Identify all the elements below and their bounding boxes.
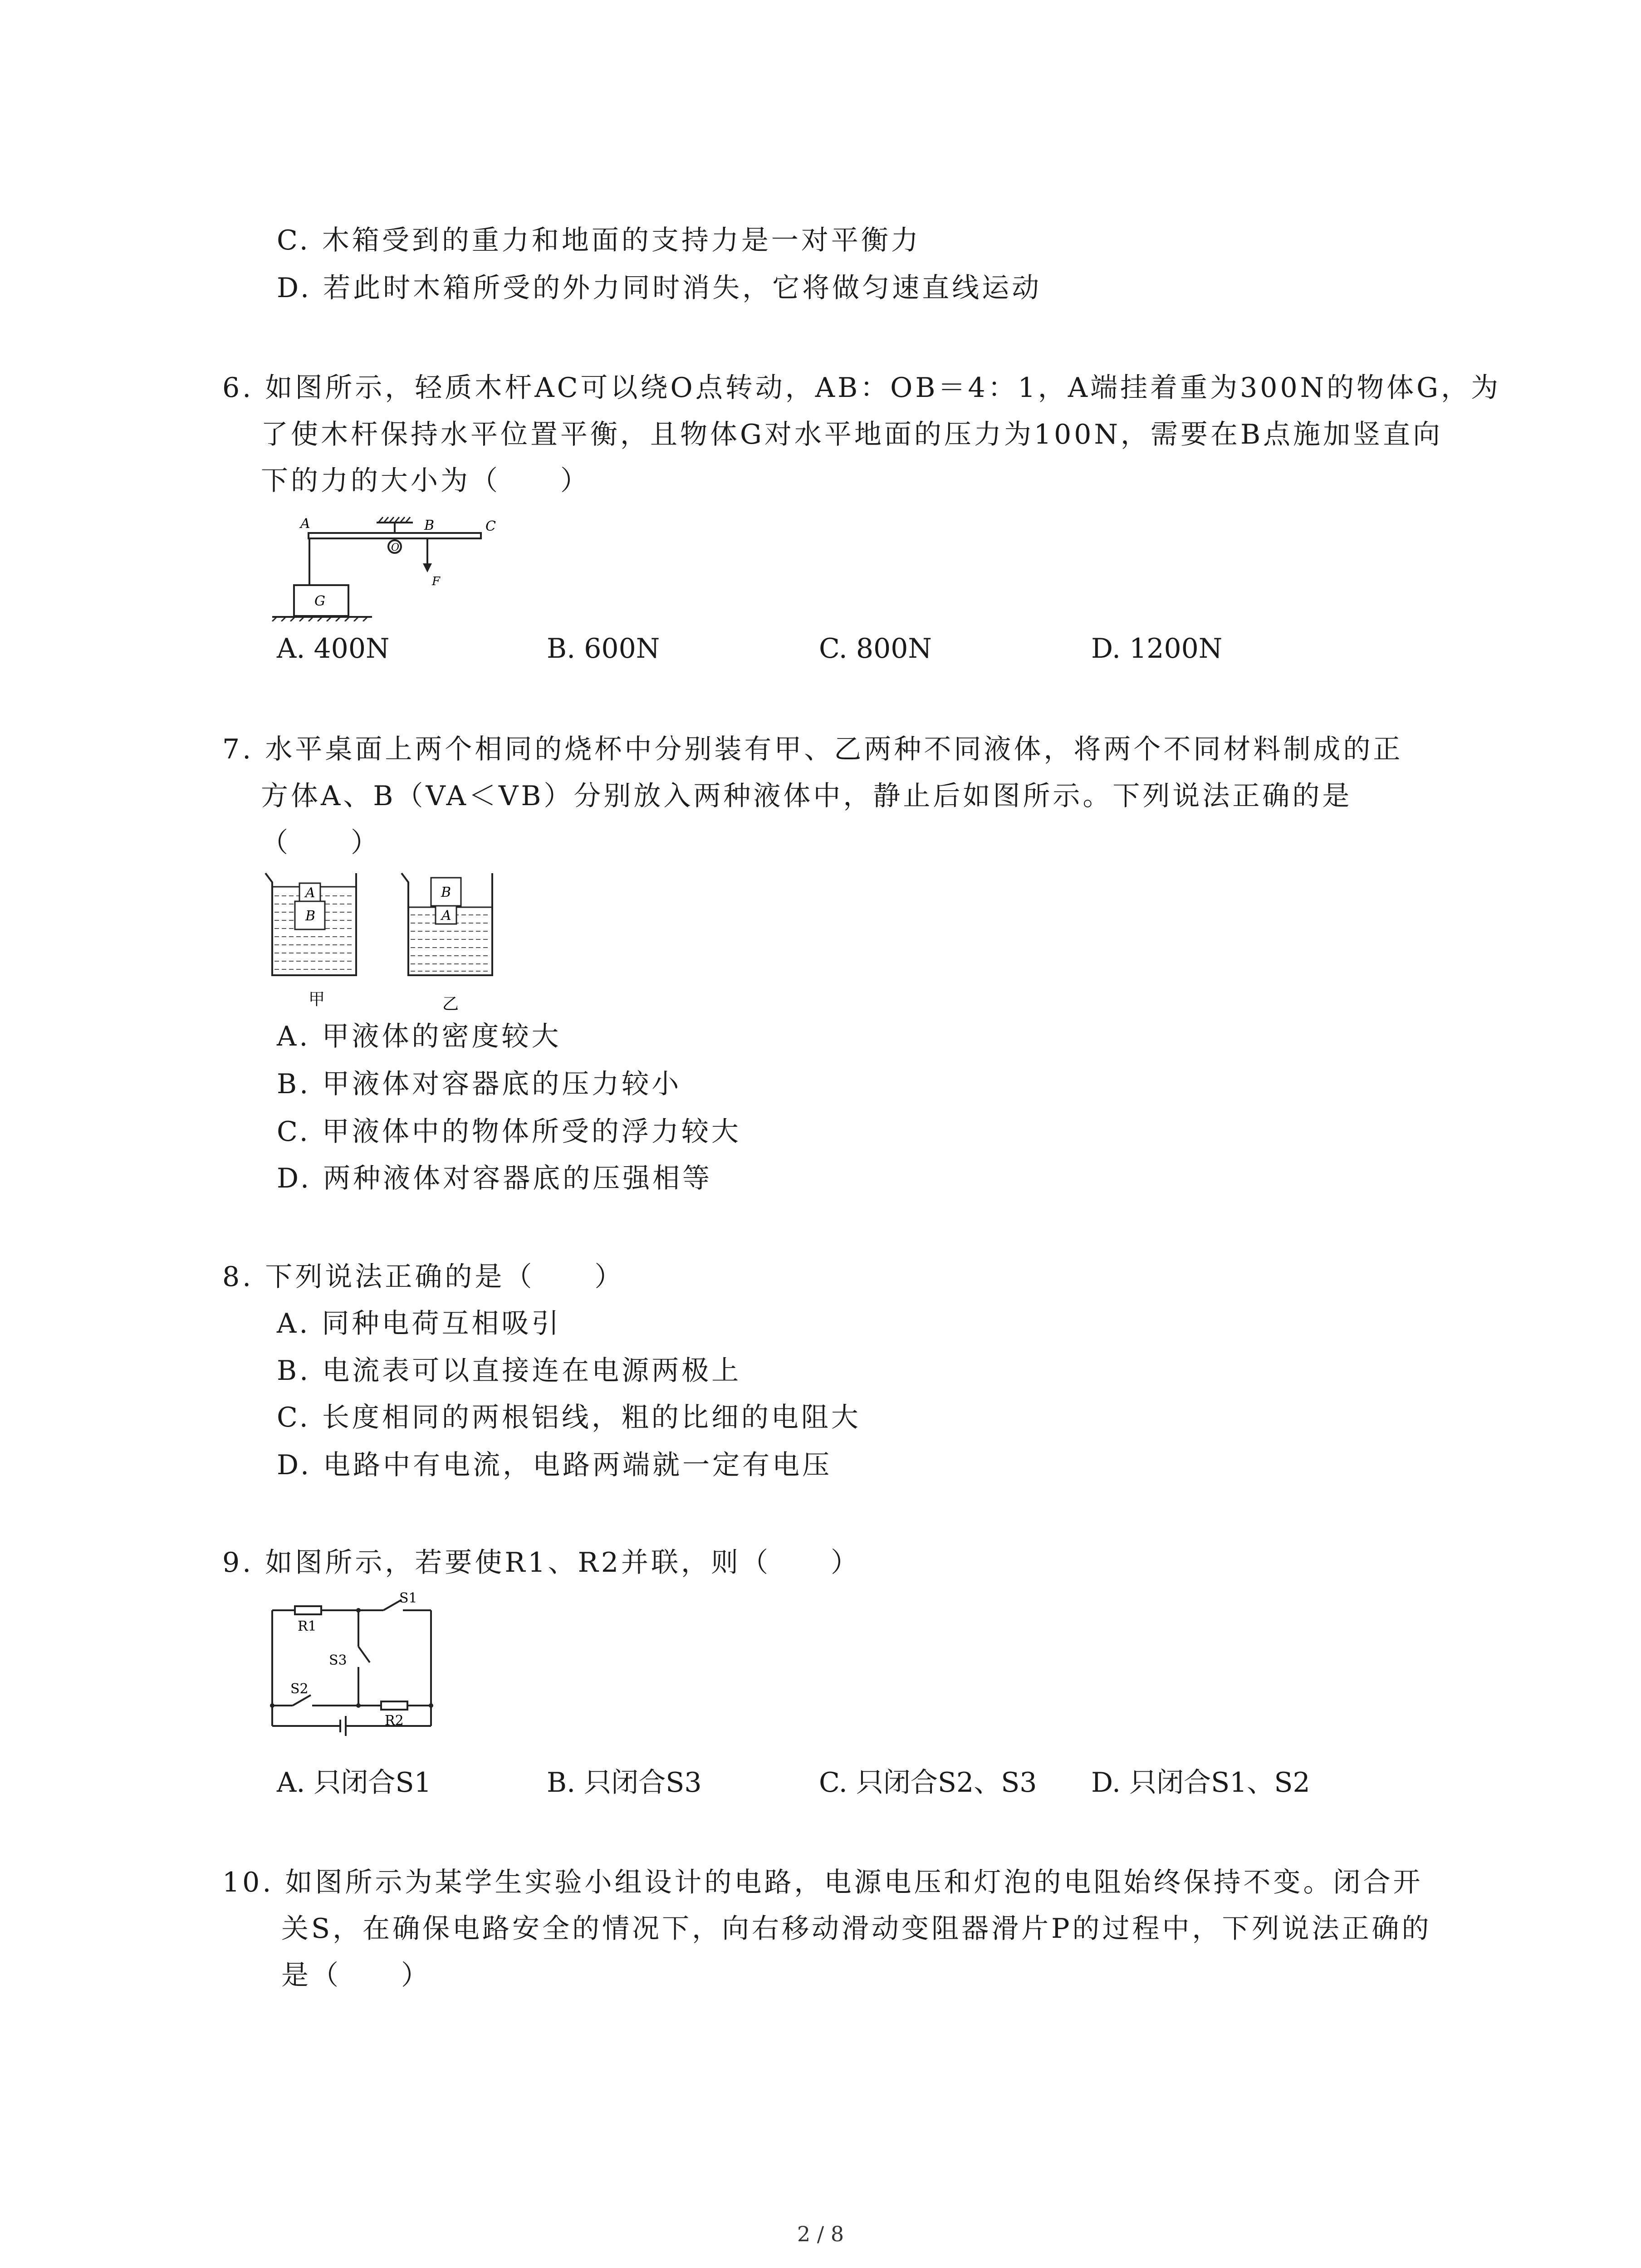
q9-option-d: D. 只闭合S1、S2 [1091, 1767, 1310, 1799]
q7-option-b: B. 甲液体对容器底的压力较小 [277, 1068, 682, 1100]
q9-label-s2: S2 [290, 1681, 309, 1697]
q9-label-s3: S3 [329, 1652, 347, 1668]
q9-label-s1: S1 [399, 1590, 417, 1606]
q6-label-f: F [432, 575, 441, 588]
q6-option-a: A. 400N [277, 633, 390, 665]
q6-label-b: B [424, 518, 435, 533]
q7-caption-yi: 乙 [442, 995, 459, 1013]
q6-lever-figure [268, 513, 522, 621]
q8-option-d: D. 电路中有电流，电路两端就一定有电压 [277, 1449, 833, 1481]
q8-option-b: B. 电流表可以直接连在电源两极上 [277, 1355, 742, 1387]
q9-option-c: C. 只闭合S2、S3 [819, 1767, 1037, 1799]
q6-option-b: B. 600N [547, 633, 660, 665]
beaker-yi [402, 873, 492, 1013]
q6-stem-line2: 了使木杆保持水平位置平衡，且物体G对水平地面的压力为100N，需要在B点施加竖直向 [261, 419, 1443, 450]
q10-stem-line2: 关S，在确保电路安全的情况下，向右移动滑动变阻器滑片P的过程中，下列说法正确的 [281, 1913, 1432, 1945]
q5-option-d: D. 若此时木箱所受的外力同时消失，它将做匀速直线运动 [277, 272, 1042, 304]
q10-stem-line1: 10. 如图所示为某学生实验小组设计的电路，电源电压和灯泡的电阻始终保持不变。闭合开 [222, 1867, 1423, 1898]
q7-stem-line2: 方体A、B（VA＜VB）分别放入两种液体中，静止后如图所示。下列说法正确的是 [261, 780, 1352, 812]
q9-label-r1: R1 [298, 1618, 317, 1634]
q7-label-a-in-yi: A [441, 908, 451, 924]
q6-option-d: D. 1200N [1091, 633, 1223, 665]
q6-label-a: A [300, 516, 310, 532]
q10-stem-line3: 是（ ） [281, 1960, 431, 1991]
q7-option-c: C. 甲液体中的物体所受的浮力较大 [277, 1116, 741, 1148]
q7-option-d: D. 两种液体对容器底的压强相等 [277, 1163, 713, 1194]
q7-option-a: A. 甲液体的密度较大 [277, 1021, 562, 1052]
q7-caption-jia: 甲 [309, 990, 325, 1009]
q7-label-a-in-jia: A [305, 885, 315, 901]
q7-label-b-in-yi: B [441, 885, 451, 900]
q6-label-o: O [391, 542, 400, 553]
page-number: 2 / 8 [797, 2222, 844, 2246]
q6-label-g: G [314, 593, 325, 609]
q9-label-r2: R2 [385, 1713, 404, 1729]
q8-option-c: C. 长度相同的两根铝线，粗的比细的电阻大 [277, 1402, 861, 1433]
q7-label-b-in-jia: B [305, 908, 316, 924]
q9-option-b: B. 只闭合S3 [547, 1767, 702, 1799]
q9-stem-line1: 9. 如图所示，若要使R1、R2并联，则（ ） [222, 1547, 861, 1579]
q7-beakers-figure [259, 864, 513, 1014]
q8-stem-line1: 8. 下列说法正确的是（ ） [222, 1261, 625, 1293]
q7-stem-line1: 7. 水平桌面上两个相同的烧杯中分别装有甲、乙两种不同液体，将两个不同材料制成的正 [222, 733, 1403, 765]
q5-option-c: C. 木箱受到的重力和地面的支持力是一对平衡力 [277, 225, 921, 256]
q9-circuit-figure [268, 1590, 449, 1753]
q6-stem-line1: 6. 如图所示，轻质木杆AC可以绕O点转动，AB：OB＝4：1，A端挂着重为300N的物体G，为 [222, 372, 1501, 404]
q8-option-a: A. 同种电荷互相吸引 [277, 1308, 562, 1339]
q6-label-c: C [485, 518, 496, 534]
beaker-jia [265, 873, 356, 1009]
q7-stem-line3: （ ） [261, 827, 381, 859]
q6-option-c: C. 800N [819, 633, 932, 665]
q9-option-a: A. 只闭合S1 [277, 1767, 431, 1799]
q6-stem-line3: 下的力的大小为（ ） [261, 465, 590, 497]
